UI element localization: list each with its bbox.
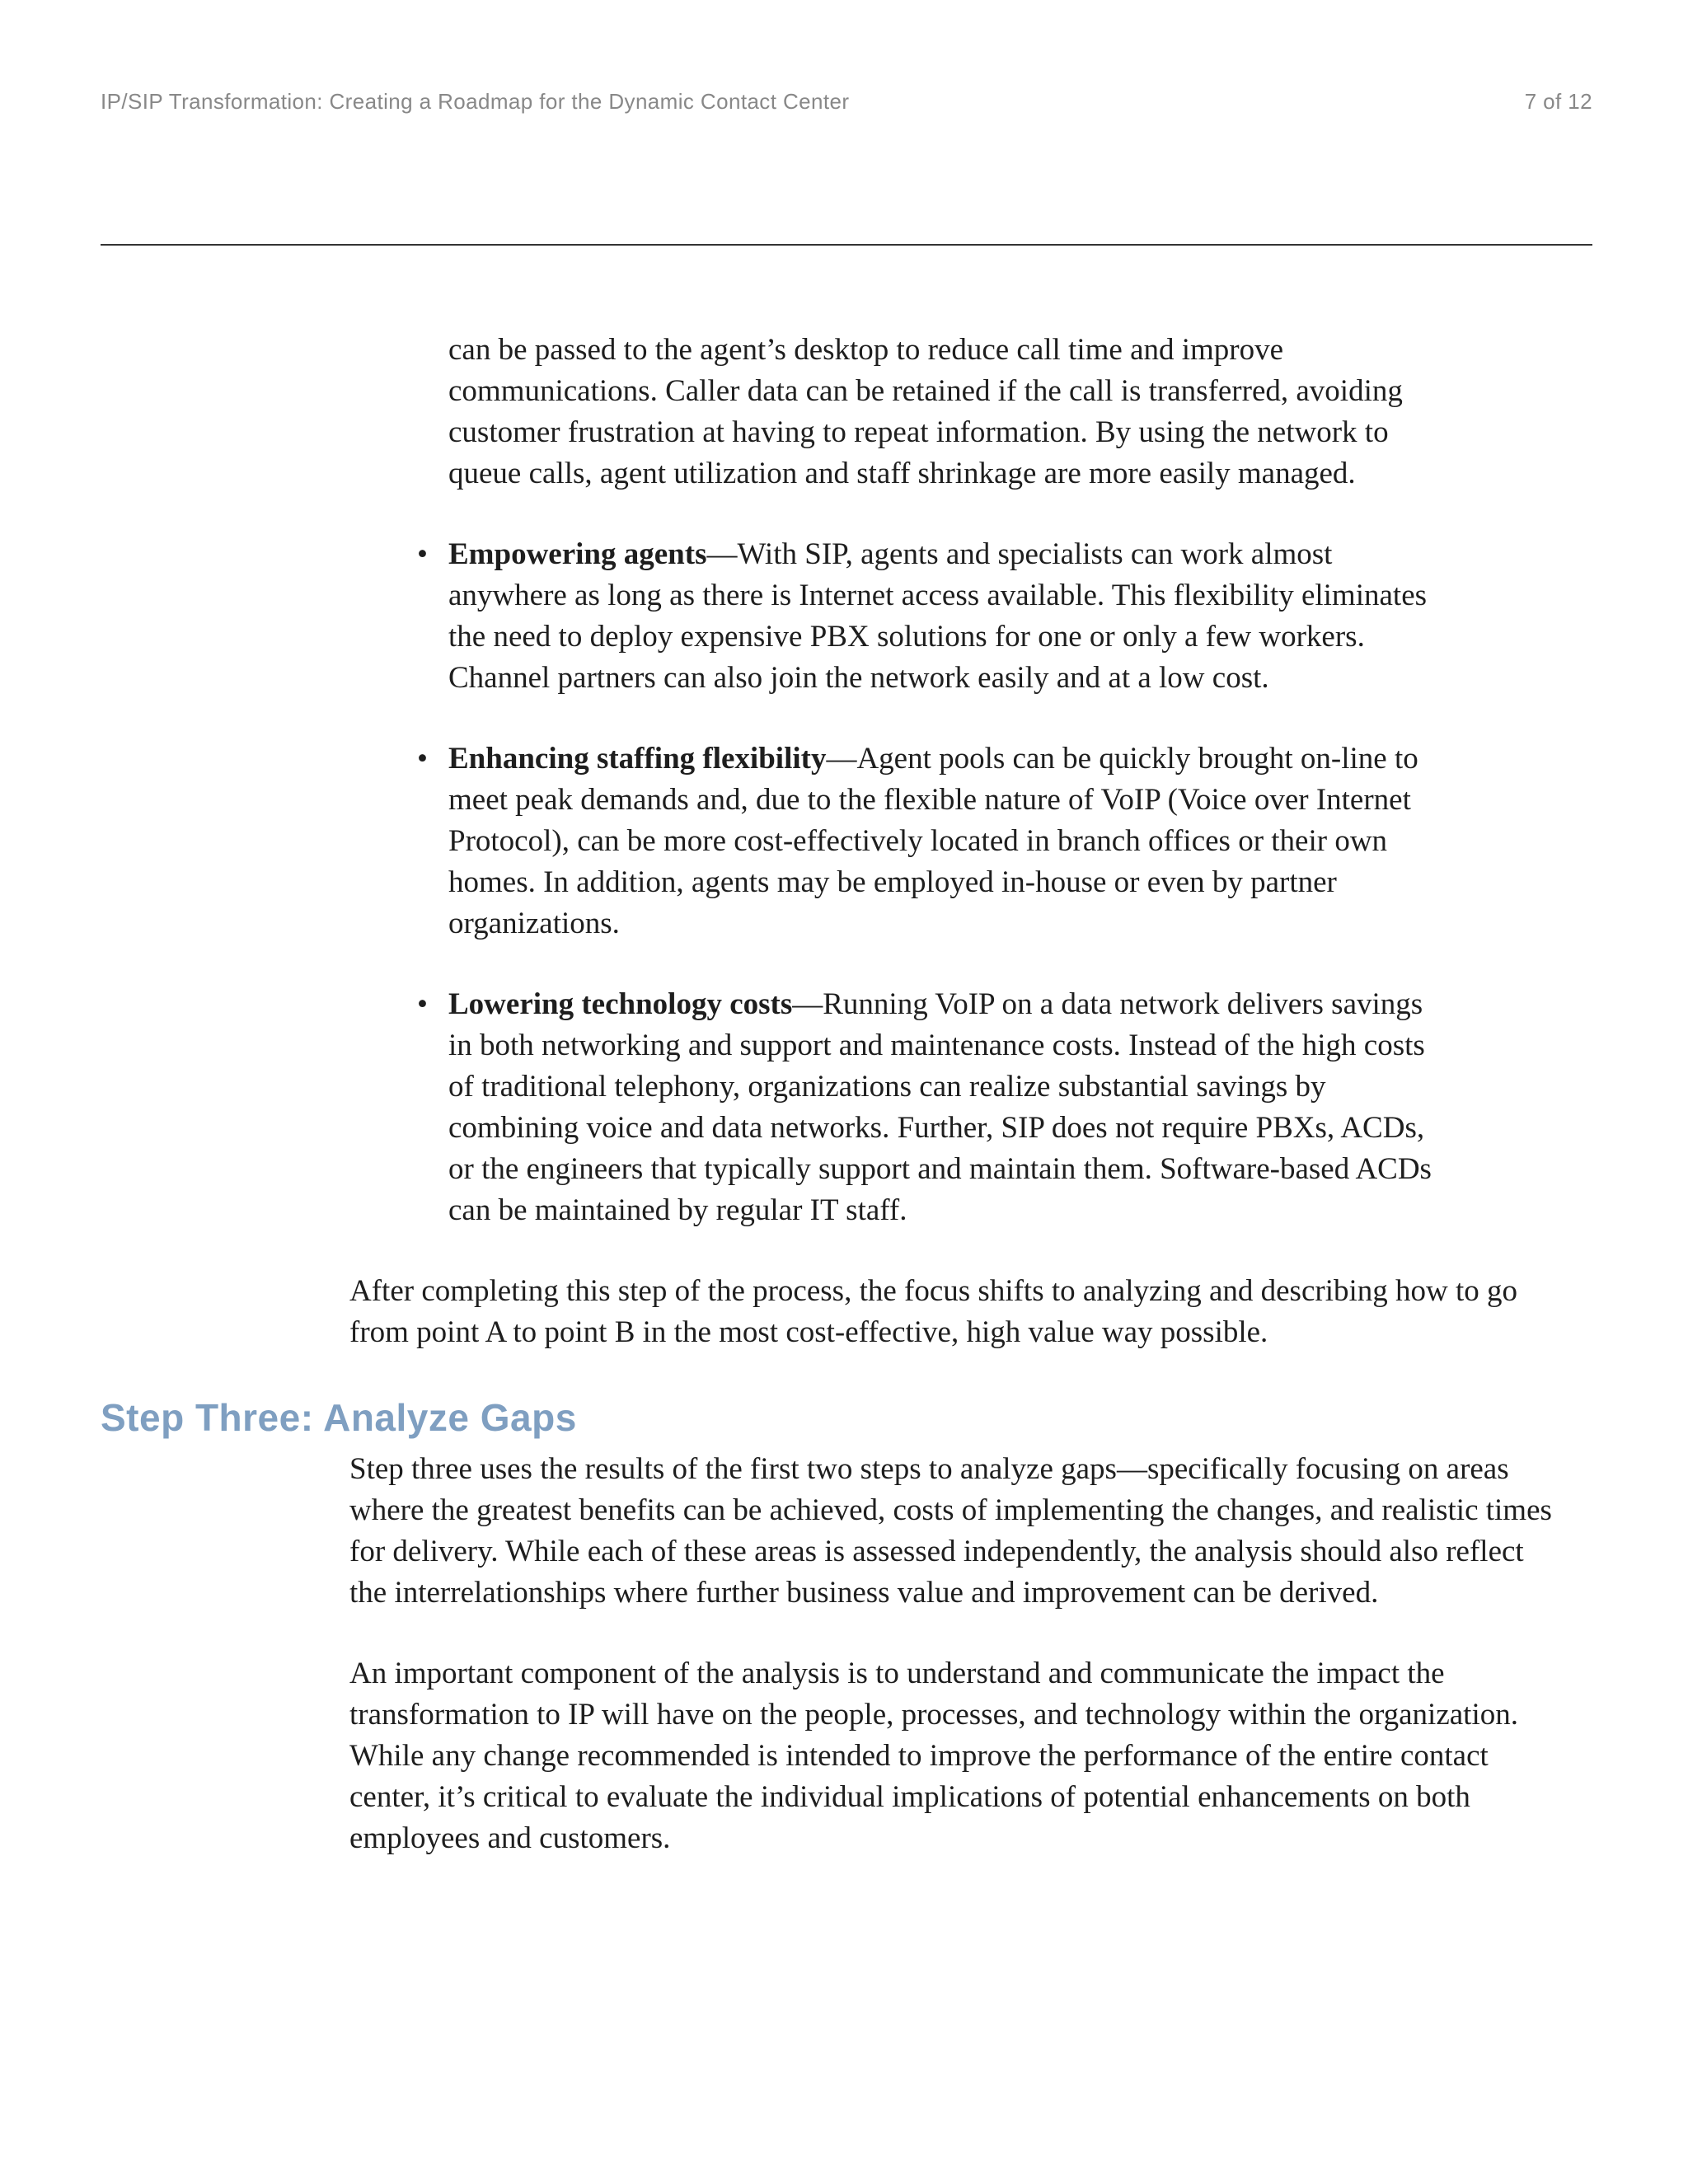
bullet-term: Empowering agents [448,537,707,571]
section-paragraph: Step three uses the results of the first two steps to analyze gaps—specifically focusing on areas where the greatest benefits can be achieved, costs of implementing the changes, and realistic times for delivery. While each of these areas is assessed independently, the analysis should also reflect the interrelationships where further business value and improvement can be derived. [349,1452,1552,1610]
list-item [0,534,1446,699]
bullet-term: Enhancing staffing flexibility [448,742,827,776]
page-body [0,330,1688,1899]
after-paragraph: After completing this step of the process, the focus shifts to analyzing and describing how to go from point A to point B in the most cost-effective, high value way possible. [349,1274,1518,1349]
page-number: 7 of 12 [1524,89,1592,114]
benefits-list [0,534,1688,1231]
continued-paragraph: can be passed to the agent’s desktop to reduce call time and improve communications. Caller data can be retained if the call is transferred, avoiding customer frustration at having to repeat information. By using the network to queue calls, agent utilization and staff shrinkage are more easily managed. [448,333,1403,490]
list-item [0,738,1446,944]
bullet-text: —With SIP, agents and specialists can work almost anywhere as long as there is Internet access available. This flexibility eliminates the need to deploy expensive PBX solutions for one or only a few workers. Channel partners can also join the network easily and at a low cost. [448,537,1428,695]
section-paragraph: An important component of the analysis is to understand and communicate the impact the transformation to IP will have on the people, processes, and technology within the organization. While any change recommended is intended to improve the performance of the entire contact center, it’s critical to evaluate the individual implications of potential enhancements on both employees and customers. [349,1657,1518,1855]
section-heading: Step Three: Analyze Gaps [101,1396,577,1439]
header-divider [101,244,1592,246]
bullet-term: Lowering technology costs [448,987,793,1021]
bullet-glyph: • [417,537,428,571]
document-title: IP/SIP Transformation: Creating a Roadmap for the Dynamic Contact Center [101,89,850,114]
page-header [101,89,1592,122]
bullet-glyph: • [417,987,428,1021]
bullet-text: —Agent pools can be quickly brought on-line to meet peak demands and, due to the flexible nature of VoIP (Voice over Internet Protocol), can be more cost-effectively located in branch offices or their own homes. In addition, agents may be employed in-house or even by partner organizations. [448,742,1418,940]
bullet-text: —Running VoIP on a data network delivers savings in both networking and support and maintenance costs. Instead of the high costs of traditional telephony, organizations can realize substantial savings by combining voice and data networks. Further, SIP does not require PBXs, ACDs, or the engineers that typically support and maintain them. Software-based ACDs can be maintained by regular IT staff. [448,987,1432,1227]
bullet-glyph: • [417,742,428,776]
list-item [0,984,1446,1231]
